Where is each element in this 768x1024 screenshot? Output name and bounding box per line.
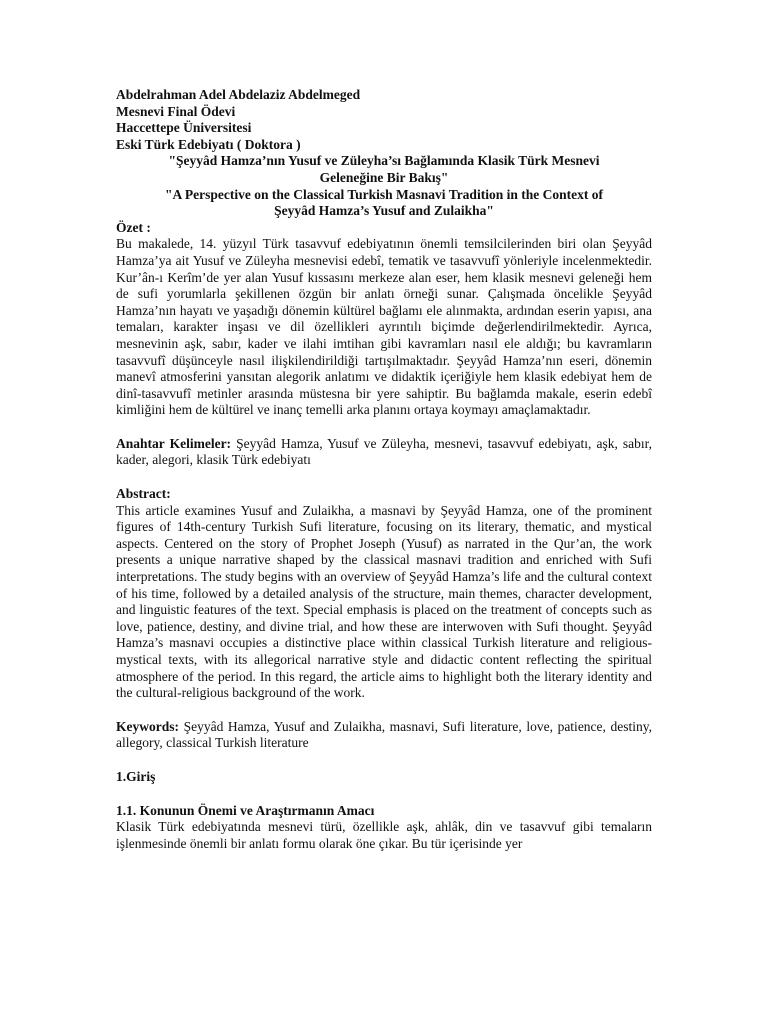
spacer bbox=[116, 469, 652, 486]
title-english-line-1: "A Perspective on the Classical Turkish Masnavi Tradition in the Context of bbox=[165, 186, 603, 202]
keywords-turkish-text: Şeyyâd Hamza, Yusuf ve Züleyha, mesnevi, tasavvuf edebiyatı, aşk, sabır, kader, alegori, klasik Türk edebiyatı bbox=[116, 435, 652, 468]
abstract-heading: Abstract: bbox=[116, 486, 171, 502]
course-name: Mesnevi Final Ödevi bbox=[116, 103, 236, 119]
keywords-english-label: Keywords: bbox=[116, 718, 179, 734]
title-english bbox=[116, 187, 652, 220]
department-name: Eski Türk Edebiyatı ( Doktora ) bbox=[116, 136, 301, 152]
title-english-line-2: Şeyyâd Hamza’s Yusuf and Zulaikha" bbox=[274, 203, 494, 219]
section-1-1-paragraph: Klasik Türk edebiyatında mesnevi türü, özellikle aşk, ahlâk, din ve tasavvuf gibi temaların işlenmesinde önemli bir anlatı formu olarak öne çıkar. Bu tür içerisinde yer bbox=[116, 819, 652, 851]
document-page bbox=[116, 87, 652, 852]
spacer bbox=[116, 786, 652, 803]
section-1-1-heading: 1.1. Konunun Önemi ve Araştırmanın Amacı bbox=[116, 802, 375, 818]
spacer bbox=[116, 419, 652, 436]
spacer bbox=[116, 752, 652, 769]
ozet-heading: Özet : bbox=[116, 219, 151, 235]
ozet-paragraph: Bu makalede, 14. yüzyıl Türk tasavvuf edebiyatının önemli temsilcilerinden biri olan Şeyyâd Hamza’ya ait Yusuf ve Züleyha mesnevisi edebî, tematik ve tasavvufî yönleriyle incelenmektedir. Kur’ân-ı Kerîm’de yer alan Yusuf kıssasını merkeze alan eser, hem klasik mesnevi geleneği hem de sufi yorumlarla şekillenen özgün bir anlatı örneği sunar. Çalışmada öncelikle Şeyyâd Hamza’nın hayatı ve yaşadığı dönemin kültürel bağlamı ele alınmakta, ardından eserin yapısı, ana temaları, karakter inşası ve dil özellikleri ayrıntılı biçimde değerlendirilmektedir. Ayrıca, mesnevinin aşk, sabır, kader ve ilahi imtihan gibi kavramları nasıl ele aldığı; bu kavramların tasavvufî düşünceyle nasıl ilişkilendirildiği tartışılmaktadır. Şeyyâd Hamza’nın eseri, dönemin manevî atmosferini yansıtan alegorik anlatımı ve didaktik içeriğiyle hem klasik edebiyat hem de dinî-tasavvufî metinler arasında müstesna bir yere sahiptir. Bu bağlamda makale, eserin edebî kimliğini hem de kültürel ve inanç temelli arka planını ortaya koymayı amaçlamaktadır. bbox=[116, 236, 652, 418]
keywords-turkish bbox=[116, 436, 652, 469]
title-turkish bbox=[116, 153, 652, 186]
university-name: Haccettepe Üniversitesi bbox=[116, 120, 252, 136]
title-turkish-line-2: Geleneğine Bir Bakış" bbox=[319, 169, 449, 185]
author-name: Abdelrahman Adel Abdelaziz Abdelmeged bbox=[116, 87, 361, 102]
keywords-english bbox=[116, 719, 652, 752]
keywords-english-text: Şeyyâd Hamza, Yusuf and Zulaikha, masnavi, Sufi literature, love, patience, destiny, allegory, classical Turkish literature bbox=[116, 718, 652, 751]
spacer bbox=[116, 702, 652, 719]
abstract-paragraph: This article examines Yusuf and Zulaikha, a masnavi by Şeyyâd Hamza, one of the prominent figures of 14th-century Turkish Sufi literature, focusing on its literary, thematic, and mystical aspects. Centered on the story of Prophet Joseph (Yusuf) as narrated in the Qur’an, the work presents a unique narrative shaped by the classical masnavi tradition and enriched with Sufi interpretations. The study begins with an overview of Şeyyâd Hamza’s life and the cultural context of his time, followed by a detailed analysis of the structure, main themes, character development, and linguistic features of the text. Special emphasis is placed on the treatment of concepts such as love, patience, destiny, and divine trial, and how these are interwoven with Sufi thought. Şeyyâd Hamza’s masnavi occupies a distinctive place within classical Turkish literature and religious-mystical texts, with its allegorical narrative style and didactic content reflecting the spiritual atmosphere of the period. In this regard, the article aims to highlight both the literary identity and the cultural-religious background of the work. bbox=[116, 502, 652, 701]
section-1-heading: 1.Giriş bbox=[116, 768, 156, 784]
keywords-turkish-label: Anahtar Kelimeler: bbox=[116, 435, 232, 451]
title-turkish-line-1: "Şeyyâd Hamza’nın Yusuf ve Züleyha’sı Bağlamında Klasik Türk Mesnevi bbox=[168, 153, 600, 169]
